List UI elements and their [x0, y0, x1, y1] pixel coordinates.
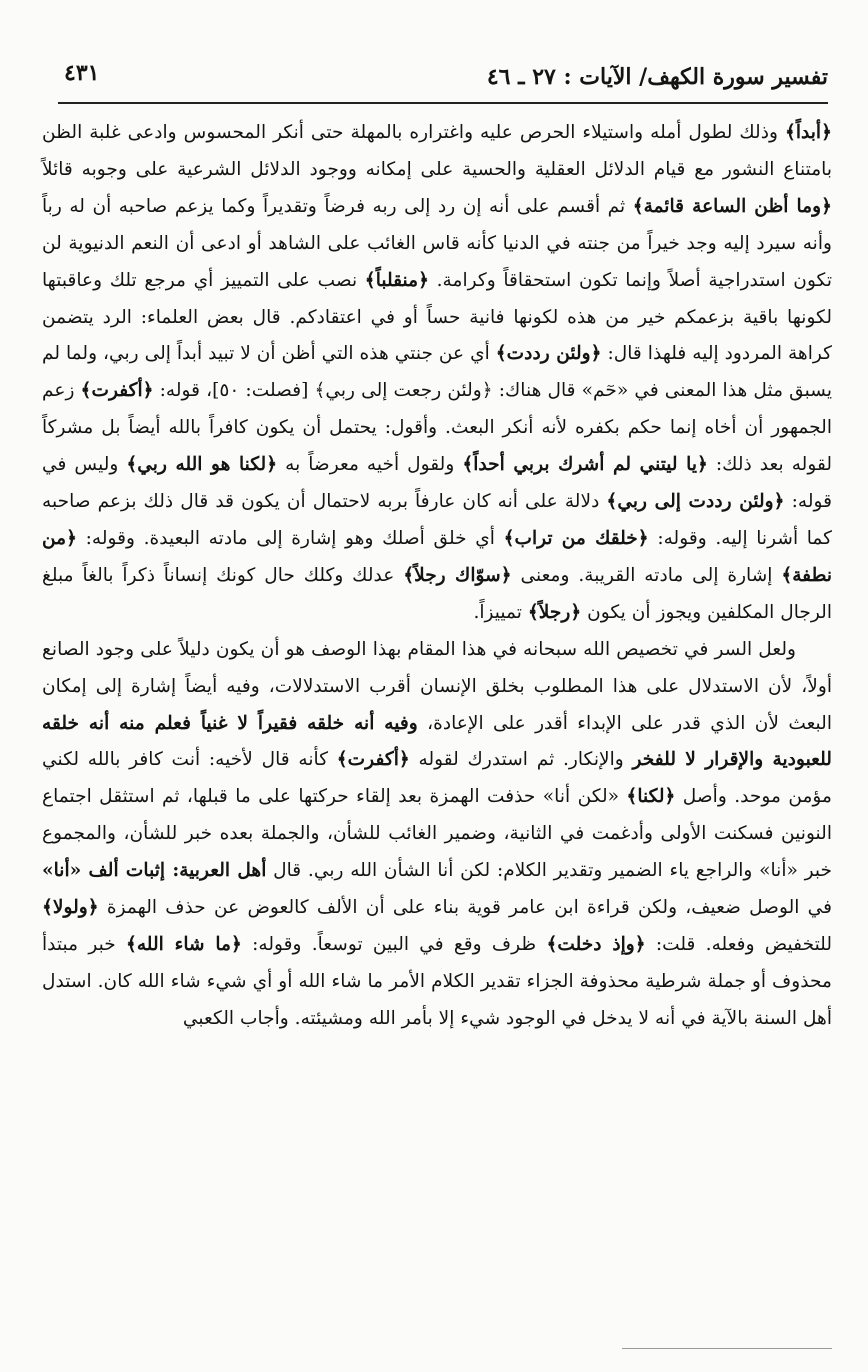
- text-run: للتخفيض وفعله. قلت:: [645, 933, 833, 955]
- text-run: ولقول أخيه معرضاً به: [277, 454, 463, 476]
- text-run: وذلك لطول أمله واستيلاء الحرص عليه واغتراره بالمهلة حتى أنكر المحسوس وادعى غلبة الظن بامتناع النشور مع قيام الدلائل العقلية والحسية على إمكانه ووجود الدلائل الشرعية على وجوبه قائلاً: [42, 122, 832, 180]
- text-run: دلالة على أنه كان عارفاً بربه لاحتمال أن يكون قد قال ذلك بزعم صاحبه كما أشرنا إليه. وقوله:: [42, 491, 832, 549]
- text-run: ولعل السر في تخصيص الله سبحانه في هذا المقام بهذا الوصف هو أن يكون دليلاً على وجود الصانع أولاً، لأن الاستدلال على هذا المطلوب بخلق الإنسان أقرب الاستدلالات، وفيه أيضاً إشارة إلى إمكان البعث لأن الذي قدر على الإبداء أقدر على الإعادة،: [42, 638, 832, 734]
- text-run: خبر مبتدأ محذوف أو جملة شرطية محذوفة الجزاء تقدير الكلام الأمر ما شاء الله أو أي شيء شاء الله كان. استدل أهل السنة بالآية في أنه لا يدخل في الوجود شيء إلا بأمر الله ومشيئته. وأجاب الكعبي: [42, 933, 832, 1029]
- bold-phrase: أهل العربية: إثبات ألف «أنا»: [42, 860, 267, 882]
- text-run: أي عن جنتي هذه التي أظن أن لا تبيد أبداً إلى ربي، ولما لم يسبق مثل هذا المعنى في «حٓم» قال هناك:: [42, 343, 833, 402]
- bold-phrase: ﴿منقلباً﴾: [364, 269, 429, 291]
- text-run: عدلك وكلك حال كونك إنساناً ذكراً بالغاً مبلغ الرجال المكلفين ويجوز أن يكون: [42, 564, 832, 623]
- text-run: في الوصل ضعيف، ولكن قراءة ابن عامر قوية بناء على أن الألف كالعوض عن حذف الهمزة: [98, 897, 832, 919]
- text-run: كأنه قال لأخيه: أنت كافر بالله لكني مؤمن موحد. وأصل: [42, 749, 832, 808]
- body-text: [42, 115, 832, 1038]
- bold-phrase: ﴿ولئن رددت﴾: [495, 343, 602, 365]
- text-run: نصب على التمييز أي مرجع تلك وعاقبتها لكونها باقية بزعمكم خير من هذه لكونها فانية حساً أو في اعتقادكم. قال بعض العلماء: الرد يتضمن كراهة المردود إليه فلهذا قال:: [42, 269, 833, 365]
- bold-phrase: ﴿خلقك من تراب﴾: [503, 527, 649, 549]
- text-run: أي خلق أصلك وهو إشارة إلى مادته البعيدة. وقوله:: [77, 527, 504, 549]
- bold-phrase: ﴿أبداً﴾: [784, 122, 832, 143]
- text-run: ظرف وقع في البين توسعاً. وقوله:: [241, 933, 547, 955]
- text-run: والإنكار. ثم استدرك لقوله: [409, 749, 633, 771]
- bold-phrase: ﴿سوّاك رجلاً﴾: [403, 564, 512, 586]
- bold-phrase: ﴿لكنا﴾: [626, 786, 676, 808]
- header-rule: [58, 102, 828, 104]
- bold-phrase: ﴿وما أظن الساعة قائمة﴾: [632, 195, 832, 217]
- bold-phrase: ﴿أكفرت﴾: [336, 749, 410, 771]
- running-header: [58, 60, 828, 104]
- bold-phrase: ﴿وإذ دخلت﴾: [546, 933, 646, 955]
- bold-phrase: ﴿ما شاء الله﴾: [125, 933, 242, 955]
- text-run: تمييزاً.: [473, 601, 528, 623]
- footer-rule: [622, 1348, 832, 1349]
- page-number: ٤٣١: [64, 60, 100, 86]
- text-run: زعم الجمهور أن أخاه إنما حكم بكفره لأنه أنكر البعث. وأقول: يحتمل أن يكون كافراً بالله أيضاً بل مشركاً لقوله بعد ذلك:: [42, 380, 833, 476]
- paragraph: [42, 115, 832, 632]
- text-run: ﴿ولئن رجعت إلى ربي﴾: [314, 380, 493, 402]
- text-run: وليس في قوله:: [42, 454, 832, 513]
- text-run: «لكن أنا» حذفت الهمزة بعد إلقاء حركتها على ما قبلها، ثم استثقل اجتماع النونين فسكنت الأولى وأدغمت في الثانية، وضمير الغائب للشأن، والجملة بعده خبر للشأن، والمجموع خبر «أنا» والراجع ياء الضمير وتقدير الكلام: لكن أنا الشأن الله ربي. قال: [42, 786, 832, 882]
- bold-phrase: ﴿أكفرت﴾: [80, 380, 154, 402]
- bold-phrase: ﴿يا ليتني لم أشرك بربي أحداً﴾: [462, 454, 708, 476]
- bold-phrase: ﴿ولئن رددت إلى ربي﴾: [606, 491, 785, 513]
- paragraph: [42, 632, 832, 1038]
- text-run: ثم أقسم على أنه إن رد إلى ربه فرضاً وتقديراً وكما يزعم صاحبه أن له رباً وأنه سيرد إليه وجد خيراً من جنته في الدنيا كأنه قاس الغائب على الشاهد أو ادعى أن النعم الدنيوية لن تكون استدراجية أصلاً وإنما تكون استحقاقاً وكرامة.: [42, 195, 833, 291]
- running-header-title: تفسير سورة الكهف/ الآيات : ٢٧ ـ ٤٦: [486, 64, 828, 90]
- bold-phrase: ﴿لكنا هو الله ربي﴾: [126, 454, 278, 476]
- bold-phrase: ﴿ولولا﴾: [42, 897, 99, 919]
- bold-phrase: وفيه أنه خلقه فقيراً لا غنياً فعلم منه أنه خلقه للعبودية والإقرار لا للفخر: [42, 712, 832, 771]
- bold-phrase: ﴿رجلاً﴾: [527, 601, 582, 623]
- bold-phrase: ﴿من نطفة﴾: [42, 527, 833, 586]
- text-run: [فصلت: ٥٠]، قوله:: [153, 380, 315, 402]
- text-run: إشارة إلى مادته القريبة. ومعنى: [511, 564, 782, 586]
